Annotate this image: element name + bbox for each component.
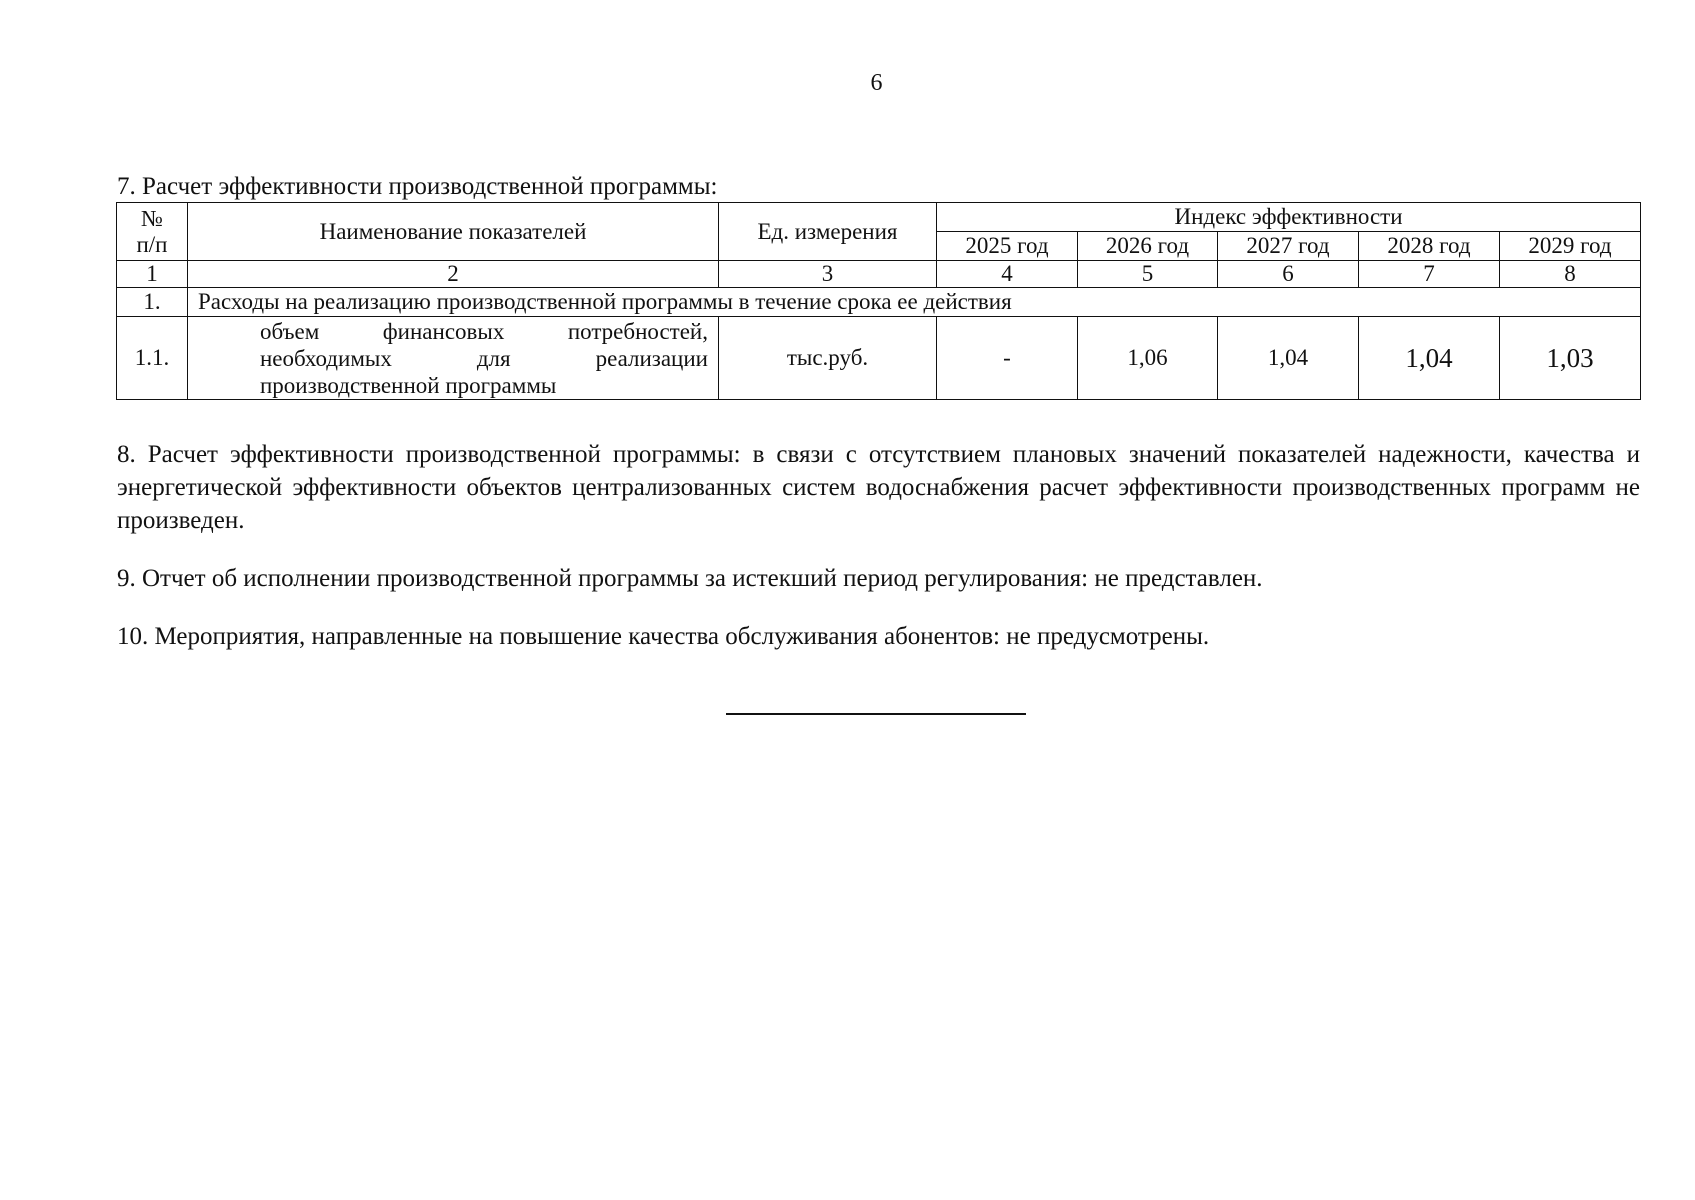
value-2026: 1,06	[1078, 317, 1218, 400]
column-number: 2	[188, 261, 719, 288]
section-row-num: 1.	[117, 288, 188, 317]
header-num	[117, 203, 188, 261]
value-2029: 1,03	[1500, 317, 1641, 400]
value-2025: -	[937, 317, 1078, 400]
row-unit: тыс.руб.	[719, 317, 937, 400]
value-2028: 1,04	[1359, 317, 1500, 400]
column-number-row	[117, 261, 1641, 288]
header-name: Наименование показателей	[188, 203, 719, 261]
value-2027: 1,04	[1218, 317, 1359, 400]
column-number: 6	[1218, 261, 1359, 288]
page-number: 6	[870, 70, 883, 96]
section-row	[117, 288, 1641, 317]
column-number: 1	[117, 261, 188, 288]
section-7-title: 7. Расчет эффективности производственной программы:	[117, 173, 718, 200]
column-number: 5	[1078, 261, 1218, 288]
section-row-text: Расходы на реализацию производственной программы в течение срока ее действия	[188, 288, 1641, 317]
header-num-line2: п/п	[136, 231, 168, 257]
header-year: 2028 год	[1359, 232, 1500, 261]
header-row-1	[117, 203, 1641, 232]
table-row	[117, 317, 1641, 400]
header-year: 2025 год	[937, 232, 1078, 261]
column-number: 4	[937, 261, 1078, 288]
header-index-group: Индекс эффективности	[937, 203, 1641, 232]
column-number: 8	[1500, 261, 1641, 288]
column-number: 3	[719, 261, 937, 288]
header-year: 2029 год	[1500, 232, 1641, 261]
efficiency-table	[116, 202, 1641, 400]
header-year: 2026 год	[1078, 232, 1218, 261]
paragraph-10: 10. Мероприятия, направленные на повышение качества обслуживания абонентов: не предусмотрены.	[117, 623, 1210, 650]
header-unit: Ед. измерения	[719, 203, 937, 261]
header-num-line1: №	[141, 205, 163, 231]
header-year: 2027 год	[1218, 232, 1359, 261]
end-divider	[726, 713, 1026, 715]
row-num: 1.1.	[117, 317, 188, 400]
column-number: 7	[1359, 261, 1500, 288]
paragraph-8: 8. Расчет эффективности производственной программы: в связи с отсутствием плановых значений показателей надежности, качества и энергетической эффективности объектов централизованных систем водоснабжения расчет эффективности производственных программ не произведен.	[117, 441, 1640, 534]
row-name: объем финансовых потребностей, необходимых для реализации производственной программы	[188, 317, 719, 400]
paragraph-9: 9. Отчет об исполнении производственной программы за истекший период регулирования: не представлен.	[117, 565, 1263, 592]
